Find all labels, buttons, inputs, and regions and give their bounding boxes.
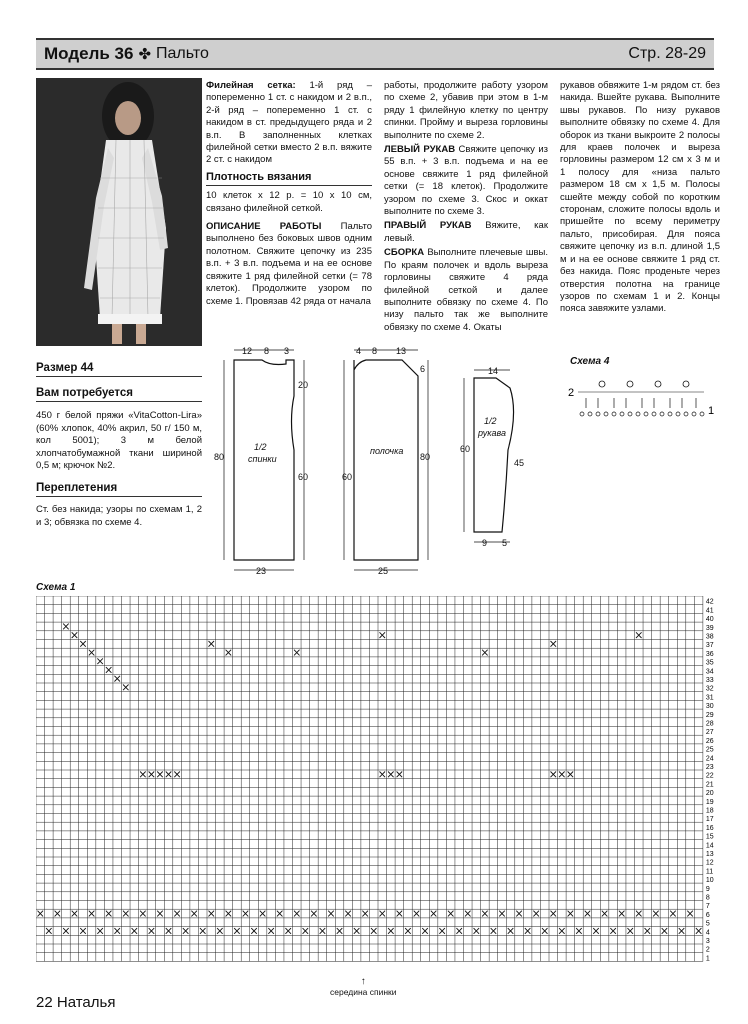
back-total-height: 80: [214, 452, 225, 462]
model-number: Модель 36: [44, 44, 134, 63]
row-number: 11: [705, 868, 714, 876]
page-reference: Стр. 28-29: [628, 45, 706, 62]
row-number: 19: [705, 798, 714, 806]
text-column-1: [206, 80, 372, 310]
front-width: 25: [378, 566, 389, 576]
row-number: 1: [705, 955, 710, 963]
row-number: 40: [705, 616, 714, 624]
front-top-dim-2: 8: [372, 346, 378, 356]
scheme-4-chart: [568, 372, 718, 432]
row-number: 21: [705, 781, 714, 789]
arrow-up-icon: ↑: [360, 976, 366, 987]
left-sleeve-title: ЛЕВЫЙ РУКАВ: [384, 144, 456, 156]
row-number: 37: [705, 642, 714, 650]
text-column-3: [560, 80, 720, 318]
row-number: 24: [705, 755, 714, 763]
density-heading: Плотность вязания: [206, 171, 372, 186]
row-number: 23: [705, 764, 714, 771]
row-number: 38: [705, 633, 714, 641]
row-number: 3: [705, 938, 710, 945]
description-title: ОПИСАНИЕ РАБОТЫ: [206, 221, 322, 233]
back-width: 23: [256, 566, 267, 576]
back-top-dim-1: 12: [242, 346, 253, 356]
row-number: 41: [705, 607, 714, 615]
row-number: 32: [705, 685, 714, 693]
density-text: 10 клеток х 12 р. = 10 х 10 см, связано филейной сеткой.: [206, 190, 372, 214]
garment-type: Пальто: [156, 45, 209, 62]
row-number: 28: [705, 720, 714, 728]
row-number: 16: [705, 824, 714, 832]
front-lower-height: 60: [342, 472, 353, 482]
front-top-dim-3: 13: [396, 346, 407, 356]
center-back-label: середина спинки: [330, 987, 397, 997]
row-number: 35: [705, 659, 714, 667]
row-number: 27: [705, 729, 714, 737]
row-number: 25: [705, 746, 714, 754]
front-top-dim-1: 4: [356, 346, 362, 356]
sleeve-total-height: 60: [460, 444, 471, 454]
row-number: 15: [705, 833, 714, 841]
stitches-text: Ст. без накида; узоры по схемам 1, 2 и 3; обвязка по схеме 4.: [36, 504, 202, 528]
sleeve-underarm-height: 45: [514, 458, 525, 468]
sleeve-label-fraction: 1/2: [484, 416, 497, 426]
row-number: 8: [705, 894, 710, 902]
model-photo-illustration: [36, 78, 202, 346]
back-body-height: 60: [298, 472, 309, 482]
row-number: 30: [705, 703, 714, 711]
flower-icon: ✤: [138, 46, 152, 63]
row-number: 29: [705, 711, 714, 719]
row-number: 4: [705, 929, 710, 937]
row-number: 5: [705, 920, 710, 928]
row-number: 20: [705, 790, 714, 798]
assembly-text: Выполните плечевые швы. По краям полочек и вдоль выреза горловины свяжите 4 ряда филейной сеткой и далее выполните обвязку по схеме 4. По низу пальто так же выполните обвязку по схеме 4. Окаты: [384, 247, 548, 333]
row-number: 14: [705, 842, 714, 850]
row-number: 26: [705, 737, 714, 745]
back-top-dim-3: 3: [284, 346, 290, 356]
article-header: [36, 38, 714, 70]
page-footer: [36, 994, 115, 1011]
front-neck-drop: 6: [420, 364, 426, 374]
materials-heading: Вам потребуется: [36, 387, 202, 402]
front-piece-outline: [354, 360, 418, 560]
right-sleeve-text: Вяжите, как левый.: [384, 220, 548, 244]
scheme-4-title: Схема 4: [570, 356, 610, 367]
row-number: 34: [705, 668, 714, 676]
size-heading: Размер 44: [36, 362, 202, 377]
back-label: спинки: [248, 454, 277, 464]
sleeve-top-width: 14: [488, 366, 499, 376]
back-top-dim-2: 8: [264, 346, 270, 356]
row-number: 12: [705, 859, 714, 867]
back-armhole-height: 20: [298, 380, 309, 390]
scheme-4-row-2: 2: [568, 387, 575, 399]
text-column-2: [384, 80, 548, 336]
continuation-text: работы, продолжите работу узором по схеме 2, убавив при этом в 1-м ряду 1 филейную клетку по центру спинки. Пройму и выреза горловины выполните по схеме 2.: [384, 80, 548, 141]
front-total-height: 80: [420, 452, 431, 462]
sleeve-piece-outline: [474, 378, 514, 532]
filet-title: Филейная сетка:: [206, 80, 296, 91]
assembly-title: СБОРКА: [384, 247, 425, 259]
row-number: 36: [705, 650, 714, 658]
scheme-4-row-1: 1: [708, 405, 715, 417]
sleeve-bottom-dim-2: 5: [502, 538, 508, 548]
magazine-name: Наталья: [56, 994, 116, 1011]
back-label-fraction: 1/2: [254, 442, 267, 452]
row-number: 31: [705, 694, 714, 702]
sleeve-bottom-dim-1: 9: [482, 538, 488, 548]
row-number: 6: [705, 911, 710, 919]
filet-text: 1-й ряд – попеременно 1 ст. с накидом и 2 в.п., 2-й ряд – попеременно 1 ст. с накидом в ст. предыдущего ряда и 2 в.п. В заполненных клетках филейной сетки вместо 2 в.п. вяжите 2 ст. с накидом: [206, 80, 372, 166]
stitches-heading: Переплетения: [36, 482, 202, 497]
row-number: 2: [705, 946, 710, 954]
row-number: 42: [705, 598, 714, 606]
row-number: 17: [705, 816, 714, 824]
pattern-diagrams: [206, 340, 546, 580]
row-number: 22: [705, 772, 714, 780]
front-label: полочка: [370, 446, 404, 456]
materials-text: 450 г белой пряжи «VitaCotton-Lira» (60% хлопок, 40% акрил, 50 г/ 150 м, кол 5001); 3 м белой хлопчатобумажной ткани шириной 0,5 м; крючок №2.: [36, 410, 202, 471]
finishing-text: рукавов обвяжите 1-м рядом ст. без накида. Вшейте рукава. Выполните швы рукавов. По низу рукавов выполните обвязку по схеме 4. Для оборок из ткани выкроите 2 полосы для краев полочек и выреза горловины размером 12 см х 3 м и 1 полосу для «низа пальто размером 18 см х 1,5 м. Полосы сшейте между собой по коротким сторонам, сложите полосы вдоль и пришейте по всему периметру пальто, присобирая. Для пояса свяжите цепочку из в.п. длиной 1,5 м и на ее основе свяжите 1 ряд ст. без накида. Пояс проденьте через отверстия полотна на границе узоров по схемам 1 и 2. Концы пояса завяжите узлами.: [560, 80, 720, 315]
row-number: 7: [705, 903, 710, 911]
description-text: Пальто выполнено без боковых швов одним полотном. Свяжите цепочку из 235 в.п. + 3 в.п. подъема и на ее основе свяжите 1 ряд филейной сетки (= 78 клеток). Продолжите узором по схеме 1. Провязав 42 ряда от начала: [206, 221, 372, 307]
sleeve-label: рукава: [478, 428, 506, 438]
row-number: 9: [705, 885, 710, 893]
right-sleeve-title: ПРАВЫЙ РУКАВ: [384, 220, 472, 232]
scheme-1-title: Схема 1: [36, 582, 76, 593]
row-number: 18: [705, 807, 714, 815]
center-back-marker: [330, 976, 397, 997]
row-number: 33: [705, 677, 714, 684]
row-number: 39: [705, 624, 714, 632]
page-number: 22: [36, 994, 53, 1011]
left-sleeve-text: Свяжите цепочку из 55 в.п. + 3 в.п. подъема и на ее основе свяжите 1 ряд филейной сетки (= 18 клеток). Продолжите узором по схеме 3. Скос и оккат выполните по схеме 3.: [384, 144, 549, 218]
model-photo: [36, 78, 202, 346]
scheme-1-grid: [36, 596, 726, 966]
row-number: 13: [705, 851, 714, 858]
row-number: 10: [705, 877, 714, 885]
